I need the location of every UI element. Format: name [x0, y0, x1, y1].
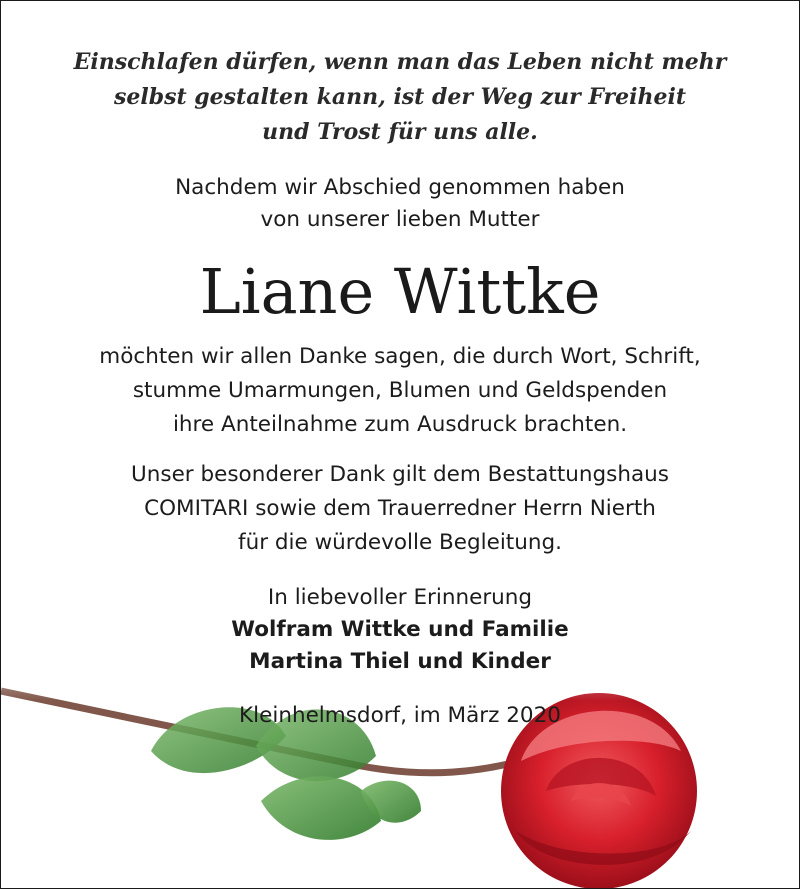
special-thanks-block — [1, 458, 799, 560]
place-date: Kleinhelmsdorf, im März 2020 — [239, 703, 561, 728]
thanks-line: möchten wir allen Danke sagen, die durch Wort, Schrift, — [99, 344, 701, 369]
special-thanks-line: COMITARI sowie dem Trauerredner Herrn Nierth — [144, 496, 656, 521]
deceased-name: Liane Wittke — [199, 255, 601, 328]
thanks-line: stumme Umarmungen, Blumen und Geldspenden — [132, 378, 668, 403]
quote-line: selbst gestalten kann, ist der Weg zur Freiheit — [113, 84, 687, 110]
family-line: Martina Thiel und Kinder — [249, 649, 551, 674]
quote-line: und Trost für uns alle. — [262, 119, 538, 145]
family-line: Wolfram Wittke und Familie — [231, 617, 569, 642]
intro-line: Nachdem wir Abschied genommen haben — [175, 175, 625, 200]
quote-line: Einschlafen dürfen, wenn man das Leben nicht mehr — [73, 49, 727, 75]
intro-block — [1, 172, 799, 236]
obituary-text — [1, 1, 799, 732]
intro-line: von unserer lieben Mutter — [260, 207, 540, 232]
special-thanks-line: Unser besonderer Dank gilt dem Bestattungshaus — [131, 462, 669, 487]
memory-line: In liebevoller Erinnerung — [267, 585, 533, 610]
leaf-lower — [261, 776, 381, 840]
thanks-line: ihre Anteilnahme zum Ausdruck brachten. — [172, 412, 628, 437]
special-thanks-line: für die würdevolle Begleitung. — [238, 530, 562, 555]
thanks-block — [1, 340, 799, 442]
closing-block — [1, 582, 799, 678]
quote-block — [1, 45, 799, 150]
